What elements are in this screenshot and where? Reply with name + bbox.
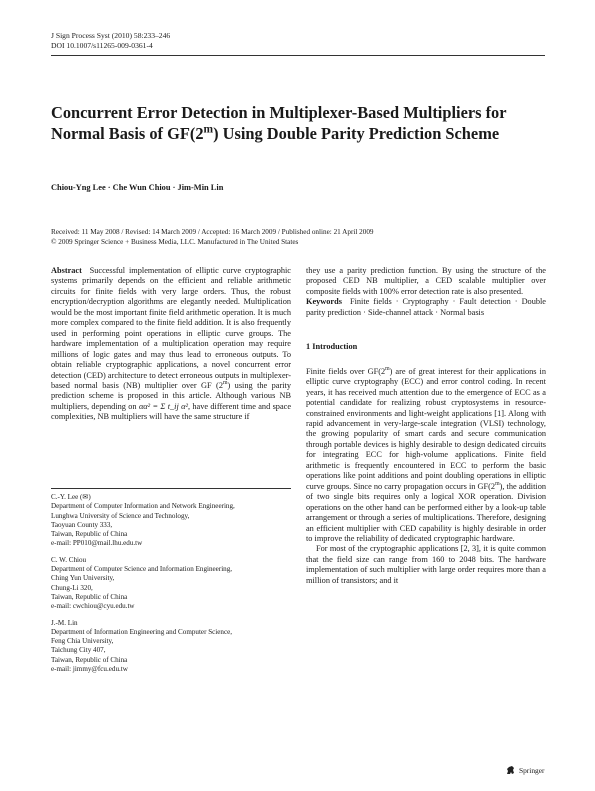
paper-title bbox=[51, 103, 521, 144]
affiliation-3 bbox=[51, 619, 291, 675]
intro-paragraph-1 bbox=[306, 367, 546, 545]
affiliation-line: Taoyuan County 333, bbox=[51, 520, 113, 529]
affiliation-email[interactable]: e-mail: jimmy@fcu.edu.tw bbox=[51, 665, 128, 674]
intro-sup: m bbox=[495, 480, 500, 487]
abstract-label: Abstract bbox=[51, 266, 82, 275]
abstract-continued: they use a parity prediction function. By using the structure of the proposed CED NB multiplier, a CED scalable multiplier over composite fields with 100% error detection rate is also presented. bbox=[306, 266, 546, 296]
intro-sup: m bbox=[385, 365, 390, 372]
received-line: Received: 11 May 2008 / Revised: 14 March 2009 / Accepted: 16 March 2009 / Published online: 21 April 2009 bbox=[51, 228, 374, 236]
affiliation-line: Taiwan, Republic of China bbox=[51, 592, 128, 601]
affiliation-name: C. W. Chiou bbox=[51, 555, 87, 564]
journal-line: J Sign Process Syst (2010) 58:233–246 bbox=[51, 31, 171, 40]
affiliation-line: Department of Computer Science and Information Engineering, bbox=[51, 565, 233, 574]
publication-dates bbox=[51, 227, 374, 247]
publisher-name: Springer bbox=[519, 766, 545, 775]
copyright-line: © 2009 Springer Science + Business Media, LLC. Manufactured in The United States bbox=[51, 238, 299, 246]
header-rule bbox=[51, 55, 545, 56]
journal-citation bbox=[51, 31, 170, 51]
affiliation-line: Taiwan, Republic of China bbox=[51, 530, 128, 539]
affiliation-line: Ching Yun University, bbox=[51, 574, 115, 583]
abstract-text-c: , have different time and space complexities, NB multipliers will have the same structure if bbox=[51, 401, 292, 422]
doi-line: DOI 10.1007/s11265-009-0361-4 bbox=[51, 41, 153, 50]
affiliation-line: Lunghwa University of Science and Technology, bbox=[51, 511, 190, 520]
keywords-text: Finite fields · Cryptography · Fault detection · Double parity prediction · Side-channel attack · Normal basis bbox=[306, 297, 546, 317]
affiliation-line: Taiwan, Republic of China bbox=[51, 655, 128, 664]
abstract bbox=[51, 266, 291, 423]
affiliation-line: Taichung City 407, bbox=[51, 646, 106, 655]
affiliation-name: C.-Y. Lee (✉) bbox=[51, 493, 91, 501]
springer-horse-icon bbox=[505, 765, 516, 776]
intro-text: ) are of great interest for their applications in elliptic curve cryptography (ECC) and error control coding. In recent years, it has received much attention due to the emergence of ECC as a potential candidate for realizing robust cryptosystems in resource-constrained environments and light-weight applications [1]. Along with rapid advancement in very-large-scale integration (VLSI) technology, the growing popularity of smart cards and secure communication through portable devices is highly desirable to design dedicated circuits for integrating ECC for high-volume applications. Finite field arithmetic is frequently encountered in ECC to perform the basic operations like point additions and point doubling operations in elliptic curve groups. Since no carry propagation occurs in GF(2 bbox=[306, 366, 546, 491]
left-column bbox=[51, 266, 291, 423]
affiliation-line: Feng Chia University, bbox=[51, 637, 114, 646]
affiliation-email[interactable]: e-mail: PP010@mail.lhu.edu.tw bbox=[51, 539, 143, 548]
section-heading-introduction: 1 Introduction bbox=[306, 342, 358, 352]
affiliation-rule bbox=[51, 488, 291, 489]
affiliation-email[interactable]: e-mail: cwchiou@cyu.edu.tw bbox=[51, 602, 135, 611]
keywords bbox=[306, 297, 546, 318]
publisher-logo bbox=[505, 765, 544, 776]
abstract-math: αα² = Σ t_ij α² bbox=[138, 401, 188, 411]
intro-text: ), the addition of two single bits requires only a logical XOR operation. Division operations on the other hand can be performed either by a look-up table arrangement or through a series of multiplications. Therefore, designing an efficient multiplier with CED capability is highly desirable in order to improve the reliability of dedicated cryptographic hardware. bbox=[306, 481, 546, 543]
authors: Chiou-Yng Lee · Che Wun Chiou · Jim-Min Lin bbox=[51, 183, 224, 192]
affiliations bbox=[51, 493, 291, 681]
abstract-text-a: Successful implementation of elliptic curve cryptographic systems primarily depends on the efficient and reliable arithmetic circuits for finite fields with very large orders. Thus, the robust encryption/decryption algorithms are elegantly needed. Multiplication would be the most important finite field arithmetic operation. It is much more complex compared to the finite field addition. It is also frequently used in performing point operations in elliptic curve groups. The hardware implementation of a multiplication operation may require millions of logic gates and may thus lead to erroneous outputs. To obtain reliable cryptographic applications, a novel concurrent error detection (CED) architecture to detect erroneous outputs in multiplexer-based normal basis (NB) multiplier over GF (2 bbox=[51, 266, 291, 390]
affiliation-2 bbox=[51, 556, 291, 612]
affiliation-name: J.-M. Lin bbox=[51, 618, 78, 627]
intro-text: Finite fields over GF(2 bbox=[306, 366, 386, 376]
intro-paragraph-2: For most of the cryptographic applications [2, 3], it is quite common that the field size can range from 160 to 2048 bits. The hardware implementation of such multiplier with large order requires more than a million of transistors; and it bbox=[306, 544, 546, 585]
abstract-text-b: ) using the parity prediction scheme is proposed in this article. Although various NB multipliers, depending on bbox=[51, 380, 291, 411]
affiliation-line: Department of Computer Information and Network Engineering, bbox=[51, 502, 235, 511]
keywords-label: Keywords bbox=[306, 297, 342, 307]
affiliation-line: Chung-Li 320, bbox=[51, 583, 93, 592]
abstract-sup: m bbox=[222, 380, 228, 387]
right-column bbox=[306, 266, 546, 586]
title-main: Concurrent Error Detection in Multiplexer-Based Multipliers for Normal Basis of GF(2 bbox=[51, 103, 507, 143]
affiliation-1 bbox=[51, 493, 291, 549]
affiliation-line: Department of Information Engineering and Computer Science, bbox=[51, 627, 233, 636]
title-sup: m bbox=[203, 123, 214, 136]
title-end: ) Using Double Parity Prediction Scheme bbox=[213, 123, 500, 143]
